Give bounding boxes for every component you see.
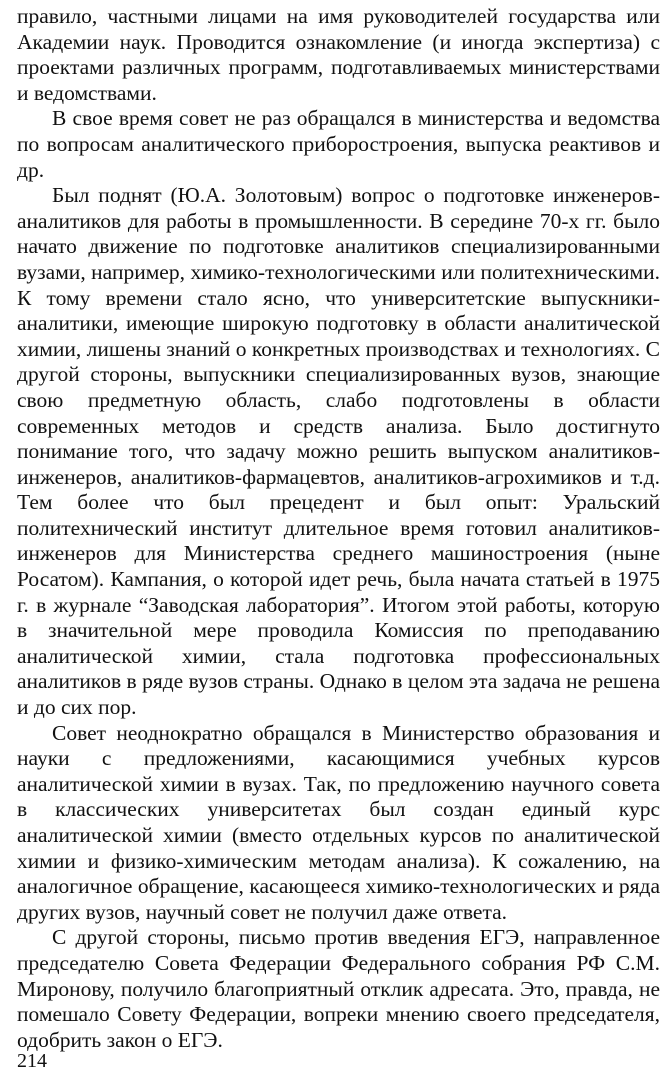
paragraph-ministries: В свое время совет не раз обращался в министерства и ведомства по вопросам аналитического приборостроения, выпуска реактивов и др. (17, 106, 660, 182)
page-number: 214 (17, 1050, 47, 1072)
paragraph-ministry-education: Совет неоднократно обращался в Министерство образования и науки с предложениями, касающимися учебных курсов аналитической химии в вузах. Так, по предложению научного совета в классических университетах был создан единый курс аналитической химии (вместо отдельных курсов по аналитической химии и физико-химическим методам анализа). К сожалению, на аналогичное обращение, касающееся химико-технологических и ряда других вузов, научный совет не получил даже ответа. (17, 720, 660, 924)
paragraph-continuation: правило, частными лицами на имя руководителей государства или Академии наук. Проводится ознакомление (и иногда экспертиза) с проектами различных программ, подготавливаемых министерствами и ведомствами. (17, 4, 660, 105)
paragraph-ege-letter: С другой стороны, письмо против введения ЕГЭ, направленное председателю Совета Федерации Федерального собрания РФ С.М. Миронову, получило благоприятный отклик адресата. Это, правда, не помешало Совету Федерации, вопреки мнению своего председателя, одобрить закон о ЕГЭ. (17, 925, 660, 1052)
paragraph-engineers-training: Был поднят (Ю.А. Золотовым) вопрос о подготовке инженеров-аналитиков для работы в промышленности. В середине 70-х гг. было начато движение по подготовке аналитиков специализированными вузами, например, химико-технологическими или политехническими. К тому времени стало ясно, что университетские выпускники-аналитики, имеющие широкую подготовку в области аналитической химии, лишены знаний о конкретных производствах и технологиях. С другой стороны, выпускники специализированных вузов, знающие свою предметную область, слабо подготовлены в области современных методов и средств анализа. Было достигнуто понимание того, что задачу можно решить выпуском аналитиков-инженеров, аналитиков-фармацевтов, аналитиков-агрохимиков и т.д. Тем более что был прецедент и был опыт: Уральский политехнический институт длительное время готовил аналитиков-инженеров для Министерства среднего машиностроения (ныне Росатом). Кампания, о которой идет речь, была начата статьей в 1975 г. в журнале “Заводская лаборатория”. Итогом этой работы, которую в значительной мере проводила Комиссия по преподаванию аналитической химии, стала подготовка профессиональных аналитиков в ряде вузов страны. Однако в целом эта задача не решена и до сих пор. (17, 183, 661, 720)
page-body (17, 4, 660, 1053)
